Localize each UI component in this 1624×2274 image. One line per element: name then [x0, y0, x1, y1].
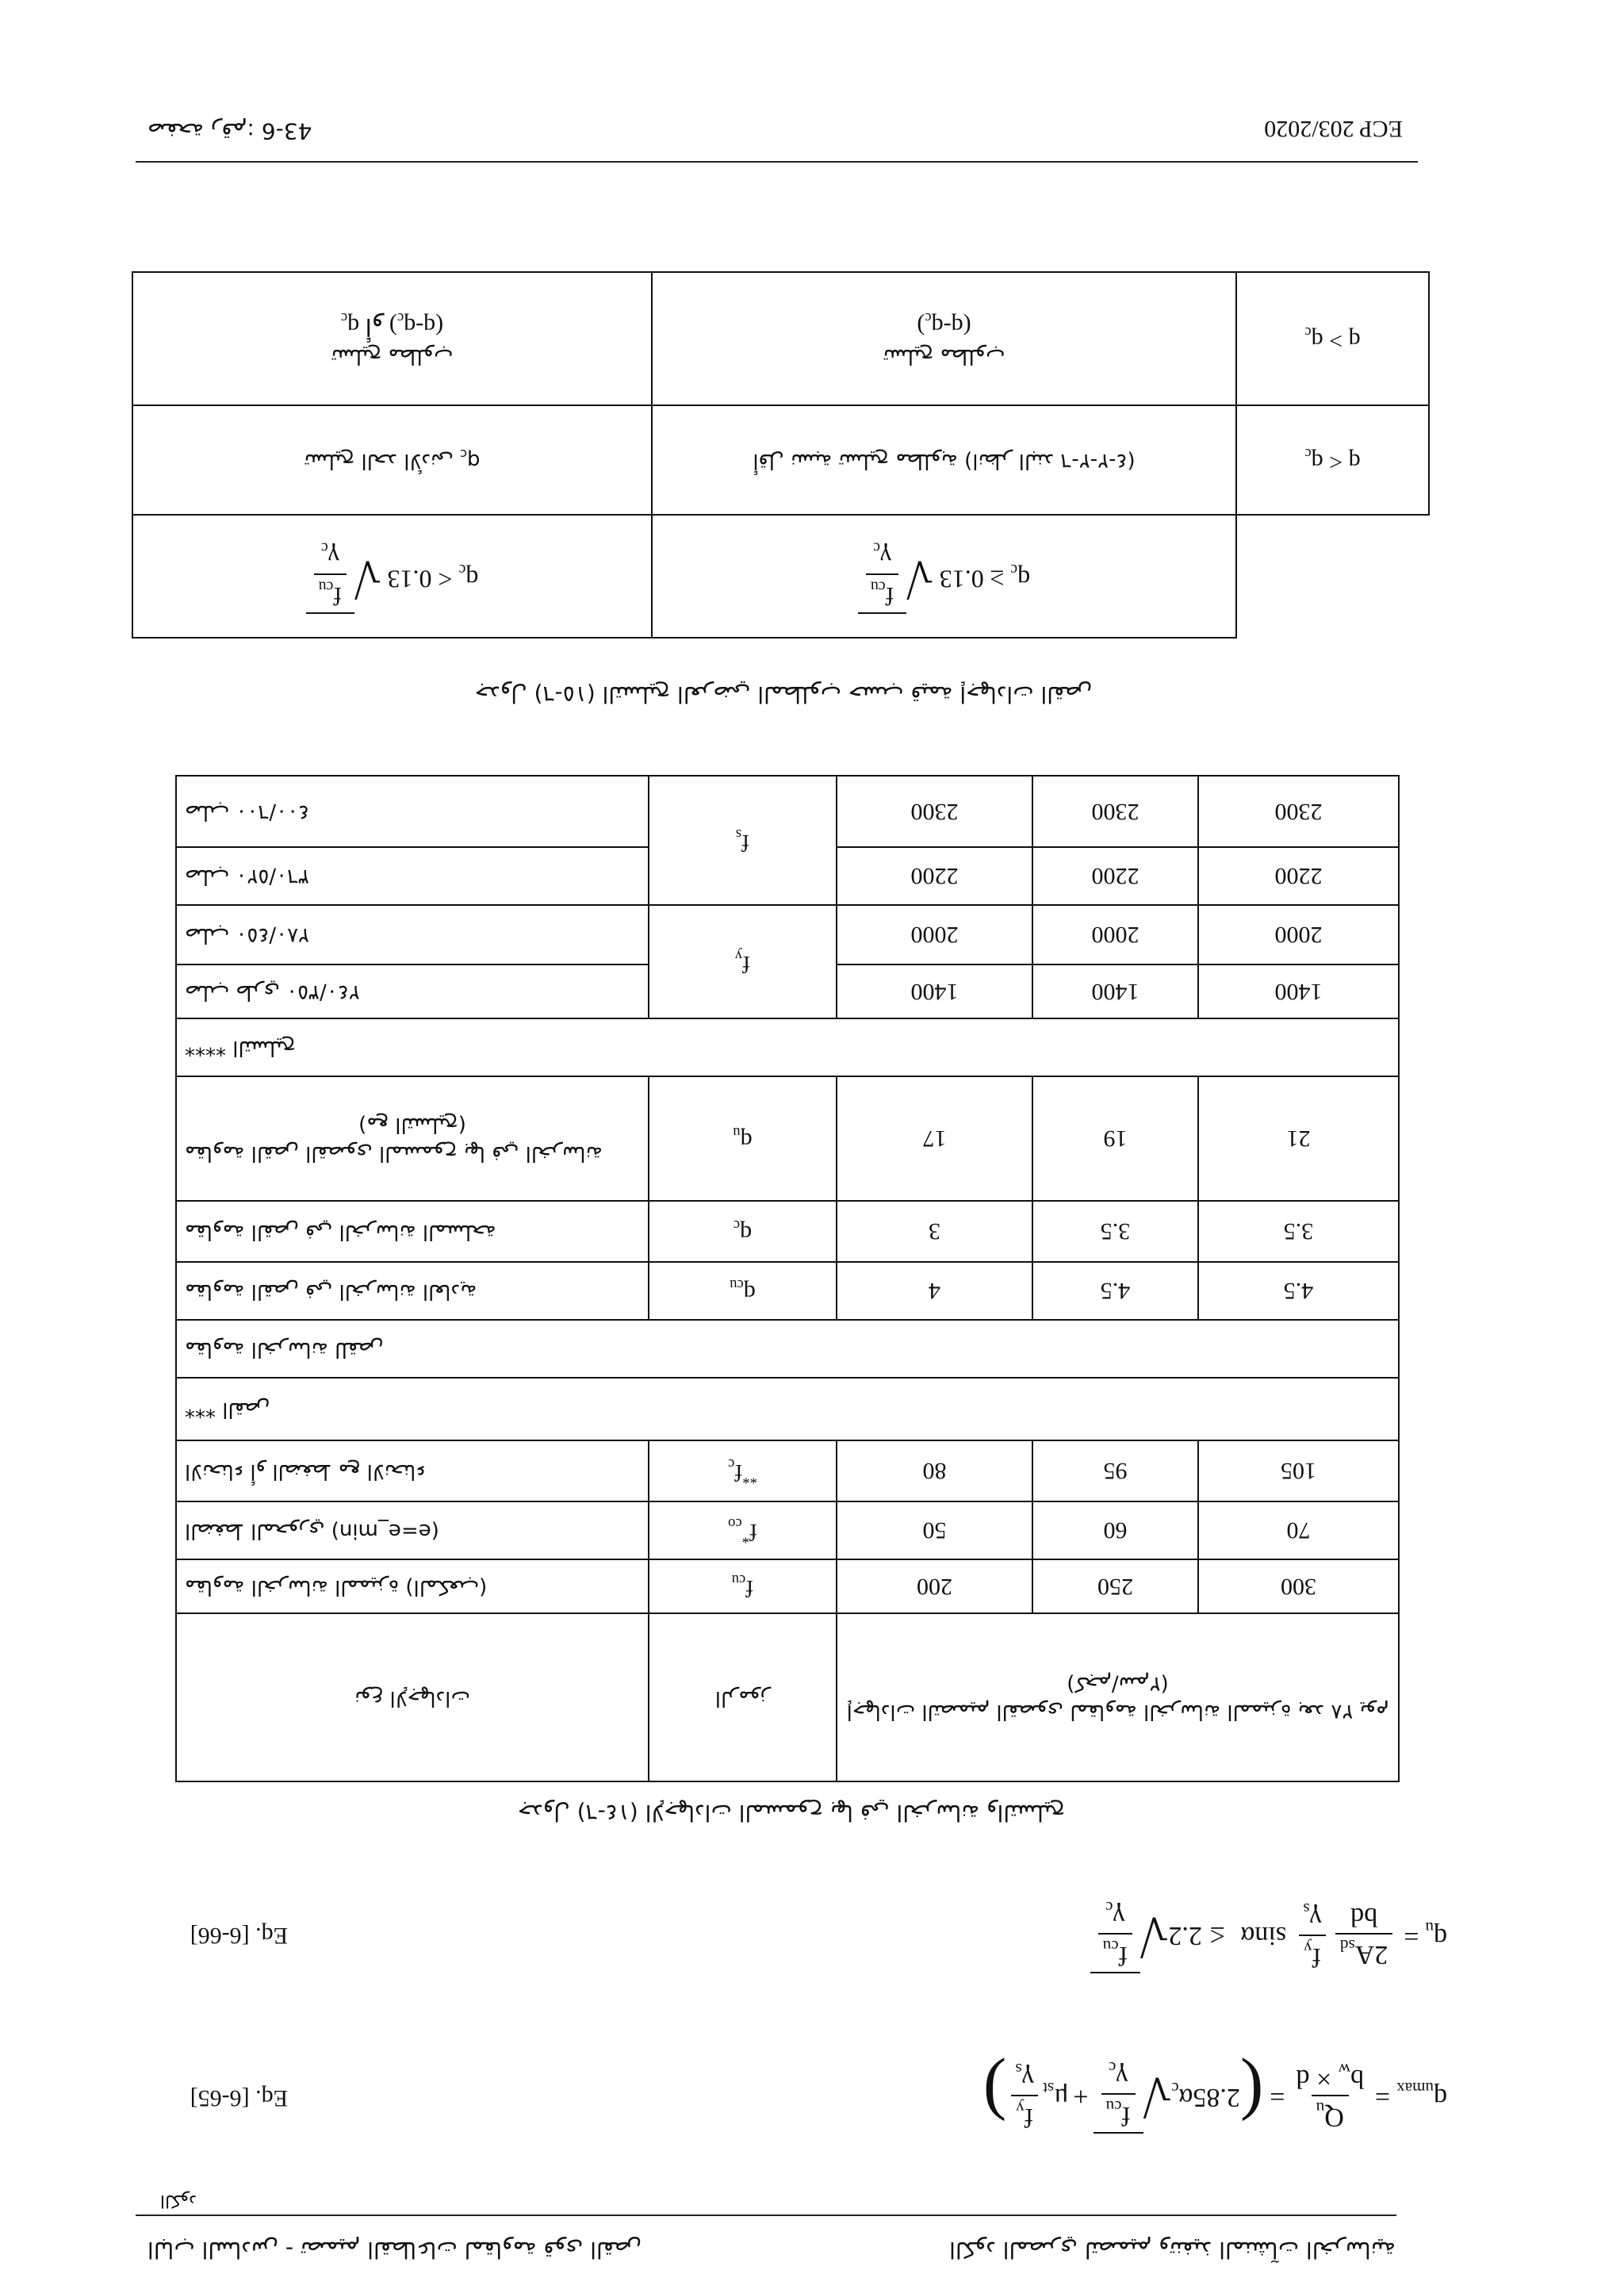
equation-6-66 — [797, 1892, 1447, 1979]
table-cell: 3.5 — [1198, 1201, 1399, 1262]
table-cell: 21 — [1198, 1076, 1399, 1201]
table-cell: الضغط المحوري (e=e_min) — [176, 1501, 649, 1559]
eq66-label: Eq. [6-66] — [190, 1923, 288, 1949]
text-fragment: b — [1350, 2064, 1364, 2093]
eq65-lhs — [1396, 2079, 1447, 2113]
table-cell: 2200 — [1032, 847, 1198, 905]
subscript: w — [1338, 2060, 1350, 2080]
header-rule — [136, 2215, 1396, 2216]
table-row — [132, 272, 1429, 405]
text-fragment: γ — [1113, 1902, 1125, 1931]
text-fragment: (q-q — [931, 313, 971, 339]
text-fragment: f — [333, 581, 343, 611]
text-fragment: × — [1316, 2064, 1332, 2093]
text-fragment: γ — [1309, 1904, 1322, 1933]
eq66-fy-frac — [1299, 1899, 1326, 1972]
text-fragment: f — [749, 1519, 757, 1546]
table-row — [176, 847, 1399, 905]
table-cell: 300 — [1198, 1559, 1399, 1613]
text-fragment — [306, 539, 354, 614]
table-row — [176, 1378, 1399, 1440]
table-row — [176, 1501, 1399, 1559]
table-cell: 1400 — [1198, 964, 1399, 1018]
text-fragment: q — [740, 1221, 753, 1247]
table-cell — [1236, 405, 1429, 515]
text-fragment — [873, 539, 891, 573]
table-cell: مقاومة القص في الخرسانة المسلحة — [176, 1201, 649, 1262]
table-cell: 4.5 — [1032, 1262, 1198, 1320]
subscript: y — [734, 947, 743, 964]
text-fragment: f — [1024, 2102, 1034, 2132]
text-fragment: √ — [1139, 1907, 1169, 1965]
table-cell: صلب طري ٢٤٠/٣٥٠ — [176, 964, 649, 1018]
subscript: c — [320, 539, 328, 558]
equation-6-65 — [813, 2052, 1447, 2139]
table-cell: صلب ٣٦٠/٥٢٠ — [176, 847, 649, 905]
text-fragment: 2A — [1354, 1940, 1388, 1970]
table-cell — [649, 1201, 837, 1262]
text-fragment — [1303, 1899, 1321, 1935]
eq65-mu — [1043, 2079, 1068, 2113]
text-fragment: (مع التسليح) — [358, 1113, 466, 1137]
shear-reinforcement-table — [132, 271, 1430, 638]
subscript: st — [1043, 2079, 1055, 2099]
eq65-label: Eq. [6-65] — [190, 2085, 288, 2111]
table-row — [176, 1201, 1399, 1262]
text-fragment — [1098, 1933, 1132, 1970]
table-row — [176, 1262, 1399, 1320]
text-fragment: ) — [982, 2057, 1007, 2135]
table-row — [176, 1018, 1399, 1076]
table-cell: 95 — [1032, 1440, 1198, 1501]
table-header-row — [132, 515, 1429, 638]
square-root — [306, 539, 381, 614]
text-fragment: q — [743, 1280, 756, 1306]
subscript: cu — [1102, 1937, 1119, 1956]
eq66-fraction — [1335, 1901, 1392, 1970]
subscript: s — [1015, 2060, 1022, 2080]
table-cell: صلب ٢٨٠/٤٥٠ — [176, 905, 649, 964]
table1-caption: جدول (٦-١٤) الإجهادات المسموح بها في الخرسانة والتسليح — [517, 1800, 1066, 1826]
subscript: c — [1010, 560, 1018, 578]
text-fragment: f — [1118, 1940, 1128, 1970]
table-cell: 60 — [1032, 1501, 1198, 1559]
eq66-sin: sinα — [1240, 1921, 1287, 1950]
eq66-coef: 2.2 — [1168, 1921, 1202, 1950]
table-row — [176, 1559, 1399, 1613]
table-header-row — [176, 1613, 1399, 1781]
header-desc: نوع الإجهادات — [176, 1613, 649, 1781]
table-cell — [649, 1262, 837, 1320]
table-cell: 1400 — [837, 964, 1032, 1018]
subscript: u — [1425, 1919, 1434, 1938]
subscript: sd — [1339, 1936, 1355, 1956]
table-row — [132, 405, 1429, 515]
text-fragment: q — [740, 1128, 753, 1154]
table-cell: 50 — [837, 1501, 1032, 1559]
table-cell: 2200 — [837, 847, 1032, 905]
text-fragment — [1090, 1897, 1140, 1973]
eq66-sqrt — [1090, 1897, 1169, 1973]
subscript: c — [925, 309, 932, 326]
text-fragment: (كجم/سم٢) — [1067, 1672, 1169, 1696]
text-fragment: f — [1121, 2100, 1131, 2130]
table-cell: 250 — [1032, 1559, 1198, 1613]
table-cell: 2000 — [1198, 905, 1399, 964]
text-fragment: μ — [1054, 2083, 1069, 2113]
text-fragment: تسليح مطلوب — [331, 344, 454, 369]
text-fragment — [1312, 2095, 1349, 2132]
text-fragment — [661, 308, 1228, 342]
table-cell — [649, 1440, 837, 1501]
table-cell: 2000 — [837, 905, 1032, 964]
footer-rule — [136, 161, 1418, 163]
text-fragment: < 0.13 — [387, 565, 453, 594]
subscript: y — [1304, 1938, 1312, 1958]
table-cell: 2300 — [837, 776, 1032, 847]
table-cell: 2000 — [1032, 905, 1198, 964]
table-row — [176, 964, 1399, 1018]
table-cell — [649, 1559, 837, 1613]
text-fragment: q — [465, 565, 479, 594]
text-fragment: f — [745, 1575, 754, 1602]
table-cell: **** التسليح — [176, 1018, 1399, 1076]
text-fragment — [1335, 1933, 1392, 1970]
text-fragment: √ — [354, 550, 381, 604]
table-cell — [649, 1501, 837, 1559]
table-cell: الانحناء أو الضغط مع الانحناء — [176, 1440, 649, 1501]
text-fragment — [1297, 2059, 1364, 2095]
table-cell: 3.5 — [1032, 1201, 1198, 1262]
table-cell: 1400 — [1032, 964, 1198, 1018]
subscript: c — [1304, 324, 1312, 341]
eq65-equals-2: = — [1270, 2081, 1285, 2111]
text-fragment: √ — [1143, 2067, 1172, 2125]
subscript: c — [1105, 1898, 1113, 1918]
text-fragment — [1109, 2057, 1128, 2093]
running-header-left: الكود المصري لتصميم وتنفيذ المنشآت الخرسانية — [949, 2237, 1396, 2263]
table-cell — [132, 272, 652, 405]
subscript: s — [735, 826, 742, 842]
subscript: s — [1303, 1900, 1310, 1919]
subscript: cu — [731, 1571, 746, 1589]
header-note: الكود — [159, 2191, 197, 2211]
text-fragment — [1299, 1935, 1326, 1972]
table2-caption: جدول (٦-١٥) التسليح العرضي المطلوب حسب قيمة إجهادات القص — [474, 681, 1093, 708]
text-fragment: ) أو q — [347, 313, 397, 339]
text-fragment: q < q — [1311, 449, 1361, 476]
subscript: cu — [730, 1276, 744, 1293]
text-fragment: d — [1296, 2064, 1310, 2093]
subscript: c — [396, 309, 404, 326]
text-fragment — [321, 539, 339, 573]
table-cell — [1236, 515, 1429, 638]
text-fragment: 2.85α — [1178, 2083, 1240, 2113]
text-fragment: + — [1073, 2081, 1089, 2111]
text-fragment: f — [1312, 1942, 1321, 1972]
text-fragment: q > q — [1311, 328, 1361, 355]
table-cell: 70 — [1198, 1501, 1399, 1559]
text-fragment: γ — [879, 543, 892, 573]
table-cell: 2300 — [1032, 776, 1198, 847]
subscript: cu — [870, 577, 886, 596]
square-root — [858, 539, 933, 614]
subscript: c — [728, 1455, 735, 1473]
text-fragment: (q-q — [404, 313, 444, 339]
table-cell — [176, 1076, 649, 1201]
text-fragment: f — [734, 1459, 743, 1486]
table-cell — [132, 405, 652, 515]
table-cell: 19 — [1032, 1076, 1198, 1201]
fraction — [1101, 2057, 1136, 2130]
table-cell — [652, 272, 1236, 405]
subscript: y — [1016, 2099, 1025, 2118]
text-fragment: ≤ — [1209, 1921, 1225, 1950]
subscript: cu — [318, 577, 334, 596]
eq65-equals: = — [1374, 2081, 1391, 2111]
page-number: صفحة رقم: 6-43 — [147, 118, 312, 144]
subscript: u — [733, 1124, 741, 1141]
table-cell: 80 — [837, 1440, 1032, 1501]
table-cell — [649, 776, 837, 905]
table-cell: 4 — [837, 1262, 1032, 1320]
text-fragment: ≥ 0.13 — [939, 565, 1005, 594]
table-cell: 2300 — [1198, 776, 1399, 847]
table-cell: 17 — [837, 1076, 1032, 1201]
table-cell: أقل نسبة تسليح مطلوبة (انظر البند ٦-٢-٢-٤) — [652, 405, 1236, 515]
table-cell: مقاومة الخرسانة المميزة (المكعب) — [176, 1559, 649, 1613]
eq65-fraction — [1297, 2059, 1364, 2132]
fraction — [866, 539, 898, 611]
table-cell: *** القص — [176, 1378, 1399, 1440]
table-cell: 2200 — [1198, 847, 1399, 905]
text-fragment — [858, 539, 906, 614]
subscript: c — [460, 447, 467, 462]
table-cell — [649, 1076, 837, 1201]
subscript: c — [340, 309, 348, 326]
subscript: c — [733, 1217, 741, 1233]
text-fragment: f — [741, 830, 750, 856]
text-fragment: تسليح الحد الأدنى q — [304, 449, 481, 474]
running-header-right: الباب السادس - تصميم القطاعات لمقاومة قوى القص — [147, 2237, 642, 2263]
text-fragment — [314, 574, 347, 611]
table-cell: مقاومة الخرسانة للقص — [176, 1320, 1399, 1378]
header-symbol: الرموز — [649, 1613, 837, 1781]
text-fragment: f — [742, 951, 751, 977]
text-fragment: ( — [1239, 2057, 1264, 2135]
text-fragment: q — [1434, 1923, 1447, 1953]
superscript: * — [741, 1529, 749, 1547]
subscript: cu — [1105, 2097, 1122, 2116]
subscript: umax — [1396, 2079, 1434, 2099]
text-fragment — [1016, 2059, 1034, 2095]
eq66-lhs — [1425, 1919, 1447, 1953]
table-row — [176, 1440, 1399, 1501]
allowable-stresses-table — [175, 775, 1400, 1782]
table-cell — [649, 905, 837, 1018]
table-cell: 105 — [1198, 1440, 1399, 1501]
subscript: c — [1108, 2058, 1116, 2078]
table-row — [176, 1320, 1399, 1378]
eq65-fy-frac — [1011, 2059, 1038, 2132]
text-fragment: f — [885, 581, 894, 611]
subscript: c — [1304, 445, 1312, 462]
header-qc-lt — [132, 515, 652, 638]
text-fragment: q — [1434, 2083, 1447, 2113]
header-qc-ge — [652, 515, 1236, 638]
text-fragment: إجهادات التصميم القصوى لمقاومة الخرسانة المميزة بعد ٢٨ يوم — [846, 1700, 1389, 1724]
table-cell: 200 — [837, 1559, 1032, 1613]
text-fragment: تسليح مطلوب — [883, 344, 1005, 369]
text-fragment — [866, 574, 898, 611]
text-fragment: bd — [1350, 1901, 1378, 1931]
text-fragment: q — [1017, 565, 1031, 594]
text-fragment: γ — [1116, 2062, 1128, 2092]
eq65-sqrt — [1094, 2057, 1172, 2134]
text-fragment — [1101, 2093, 1136, 2130]
table-cell — [1236, 272, 1429, 405]
code-reference: ECP 203/2020 — [1264, 116, 1403, 142]
text-fragment — [141, 308, 643, 342]
text-fragment: = — [1404, 1921, 1419, 1950]
subscript: co — [728, 1515, 742, 1532]
header-values — [837, 1613, 1399, 1781]
fraction — [314, 539, 347, 611]
text-fragment — [1105, 1897, 1124, 1933]
table-cell: 3 — [837, 1201, 1032, 1262]
eq65-coef — [1171, 2079, 1240, 2113]
text-fragment: Q — [1324, 2102, 1344, 2132]
text-fragment — [1094, 2057, 1143, 2134]
text-fragment: مقاومة القص القصوى المسموح بها في الخرسانة — [185, 1141, 603, 1165]
subscript: c — [458, 560, 466, 578]
table-row — [176, 1076, 1399, 1201]
subscript: c — [873, 539, 880, 558]
text-fragment: √ — [906, 550, 933, 604]
text-fragment — [1011, 2095, 1038, 2132]
text-fragment: ) — [917, 313, 925, 339]
subscript: u — [1316, 2099, 1325, 2118]
text-fragment: γ — [327, 543, 339, 573]
fraction — [1098, 1897, 1132, 1970]
superscript: ** — [742, 1470, 757, 1487]
subscript: c — [1171, 2079, 1179, 2099]
table-cell: مقاومة القص في الخرسانة العادية — [176, 1262, 649, 1320]
table-cell: 4.5 — [1198, 1262, 1399, 1320]
table-cell: صلب ٤٠٠/٦٠٠ — [176, 776, 649, 847]
text-fragment: γ — [1021, 2064, 1034, 2093]
